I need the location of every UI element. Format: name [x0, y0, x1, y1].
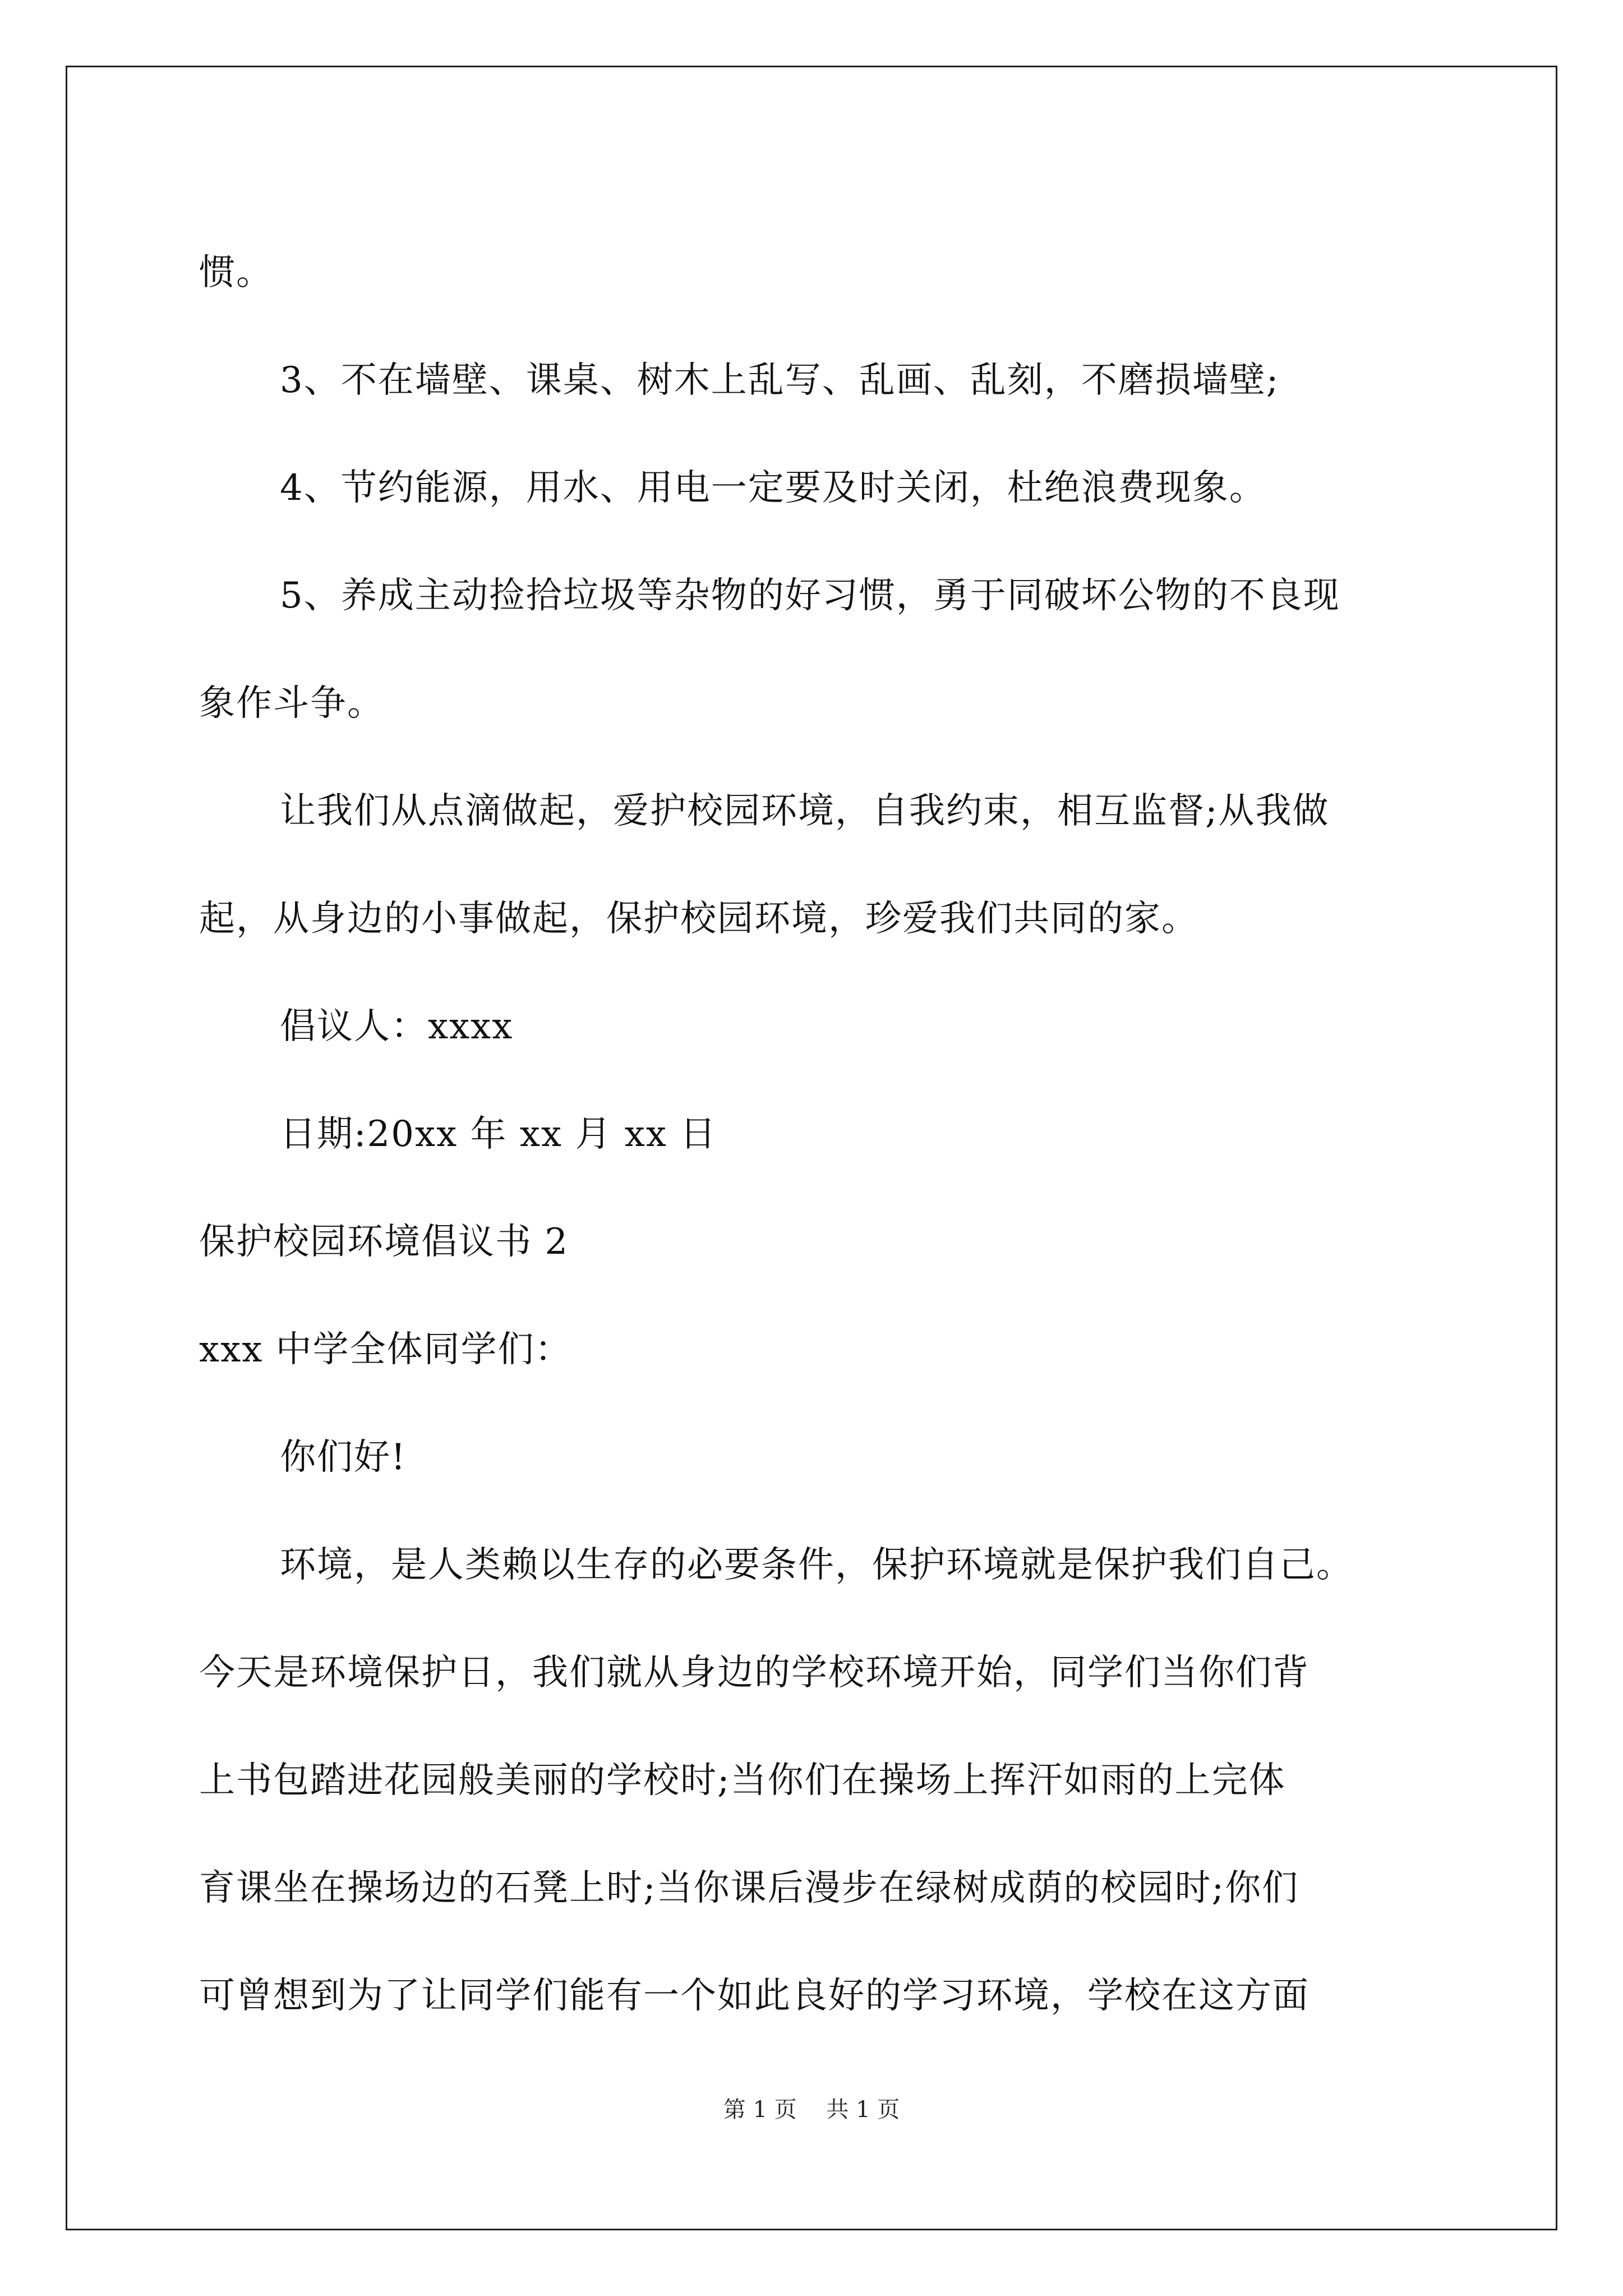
list-item-4: 4、节约能源，用水、用电一定要及时关闭，杜绝浪费现象。 [280, 467, 1266, 509]
paragraph-line: 可曾想到为了让同学们能有一个如此良好的学习环境，学校在这方面 [199, 1975, 1310, 2017]
paragraph-line: 上书包踏进花园般美丽的学校时;当你们在操场上挥汗如雨的上完体 [199, 1760, 1286, 1801]
section-title: 保护校园环境倡议书 2 [199, 1221, 569, 1263]
salutation: xxx 中学全体同学们： [199, 1329, 572, 1370]
signatory-line: 倡议人：xxxx [280, 1006, 514, 1047]
paragraph-line: 育课坐在操场边的石凳上时;当你课后漫步在绿树成荫的校园时;你们 [199, 1867, 1299, 1909]
paragraph-line: 今天是环境保护日，我们就从身边的学校环境开始，同学们当你们背 [199, 1652, 1310, 1694]
list-item-5: 5、养成主动捡拾垃圾等杂物的好习惯，勇于同破坏公物的不良现 [280, 575, 1340, 616]
page-number: 第 1 页 [723, 2097, 797, 2123]
body-paragraph: 环境，是人类赖以生存的必要条件，保护环境就是保护我们自己。 [280, 1544, 1353, 1586]
greeting: 你们好! [280, 1437, 407, 1478]
date-line: 日期:20xx 年 xx 月 xx 日 [280, 1114, 717, 1155]
document-body [199, 219, 1455, 2050]
paragraph-line: 惯。 [199, 252, 273, 293]
paragraph-line: 起，从身边的小事做起，保护校园环境，珍爱我们共同的家。 [199, 898, 1198, 940]
paragraph-line: 象作斗争。 [199, 683, 384, 724]
list-item-3: 3、不在墙壁、课桌、树木上乱写、乱画、乱刻，不磨损墙壁; [280, 360, 1280, 401]
page-footer [0, 2094, 1623, 2125]
closing-paragraph: 让我们从点滴做起，爱护校园环境，自我约束，相互监督;从我做 [280, 790, 1330, 832]
page-total: 共 1 页 [826, 2097, 900, 2123]
